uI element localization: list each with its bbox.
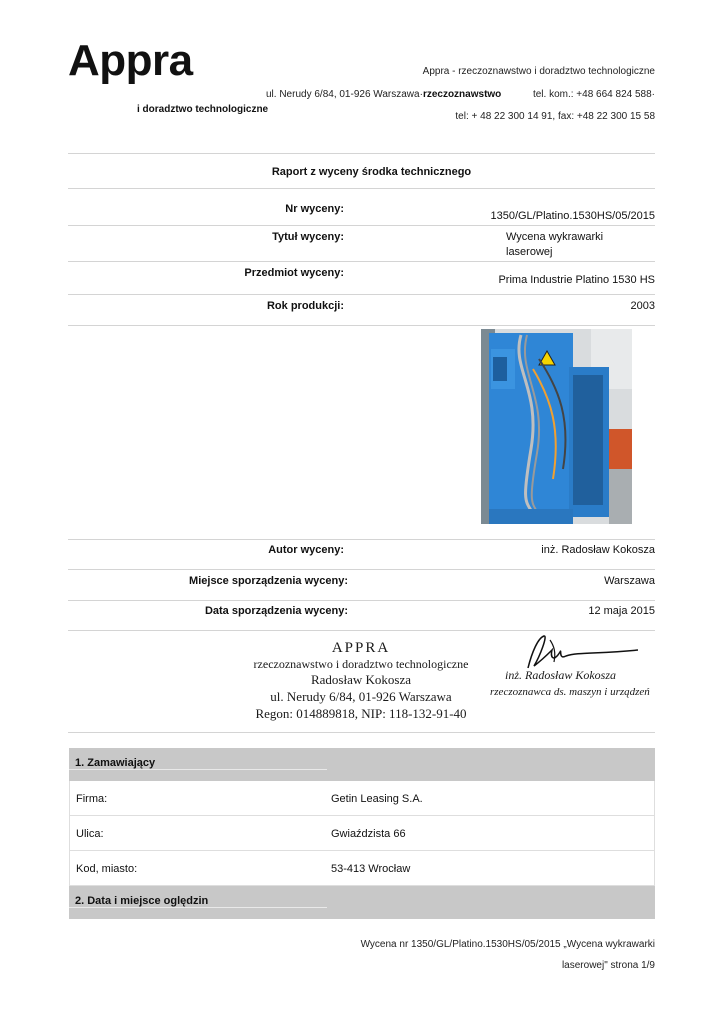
address-bold-tail: rzeczoznawstwo	[422, 89, 502, 100]
nr-label: Nr wyceny:	[285, 203, 344, 215]
divider	[68, 225, 655, 226]
divider	[68, 325, 655, 326]
row-label: Ulica:	[76, 828, 104, 840]
address-text: ul. Nerudy 6/84, 01-926 Warszawa	[266, 89, 420, 100]
row-value: Getin Leasing S.A.	[331, 793, 423, 805]
tytul-value-line1: Wycena wykrawarki	[506, 231, 604, 243]
stamp-line: rzeczoznawstwo i doradztwo technologiczne	[253, 657, 469, 671]
data-value: 12 maja 2015	[588, 605, 655, 617]
machine-photo-illustration	[481, 329, 632, 524]
divider	[68, 294, 655, 295]
row-value: 53-413 Wrocław	[331, 863, 411, 875]
table-row	[69, 816, 655, 851]
section-header	[69, 748, 655, 781]
divider	[68, 630, 655, 631]
data-label: Data sporządzenia wyceny:	[204, 605, 348, 617]
footer-line: laserowej" strona 1/9	[561, 960, 655, 971]
row-value: Gwiaździsta 66	[331, 828, 406, 840]
nr-value: 1350/GL/Platino.1530HS/05/2015	[490, 210, 655, 222]
divider	[68, 732, 655, 733]
divider	[68, 261, 655, 262]
stamp-line: Radosław Kokosza	[310, 672, 411, 687]
divider	[68, 188, 655, 189]
company-address	[266, 89, 501, 100]
autor-label: Autor wyceny:	[268, 544, 344, 556]
header-underline	[69, 907, 327, 908]
signature-name: inż. Radosław Kokosza	[505, 668, 617, 682]
company-full-name: Appra - rzeczoznawstwo i doradztwo technologiczne	[422, 66, 655, 77]
machine-photo	[481, 329, 632, 524]
section-zamawiajacy	[69, 748, 655, 919]
rok-value: 2003	[630, 300, 655, 312]
company-subtitle: i doradztwo technologiczne	[137, 104, 269, 115]
phone-mobile: tel. kom.: +48 664 824 588·	[532, 89, 655, 100]
header-underline	[69, 769, 327, 770]
divider	[68, 539, 655, 540]
company-logo: Appra	[68, 36, 193, 85]
stamp-line: Regon: 014889818, NIP: 118-132-91-40	[255, 706, 467, 721]
miejsce-label: Miejsce sporządzenia wyceny:	[189, 575, 348, 587]
divider	[68, 600, 655, 601]
stamp-line: ul. Nerudy 6/84, 01-926 Warszawa	[270, 689, 452, 704]
tytul-value-line2: laserowej	[506, 246, 553, 258]
signature-role: rzeczoznawca ds. maszyn i urządzeń	[490, 686, 650, 698]
rok-label: Rok produkcji:	[266, 300, 344, 312]
report-title: Raport z wyceny środka technicznego	[271, 166, 472, 178]
section-title: 2. Data i miejsce oględzin	[75, 895, 209, 907]
divider	[68, 569, 655, 570]
tytul-value	[506, 230, 603, 260]
company-stamp	[250, 640, 472, 722]
stamp-line: APPRA	[331, 640, 391, 656]
autor-value: inż. Radosław Kokosza	[541, 544, 655, 556]
przedmiot-label: Przedmiot wyceny:	[244, 267, 344, 279]
bullet-dot: ·	[419, 89, 423, 100]
section-title: 1. Zamawiający	[75, 757, 156, 769]
section-header	[69, 886, 655, 919]
tytul-label: Tytuł wyceny:	[272, 231, 344, 243]
row-label: Firma:	[76, 793, 108, 805]
przedmiot-value: Prima Industrie Platino 1530 HS	[498, 274, 655, 286]
miejsce-value: Warszawa	[604, 575, 655, 587]
page-footer	[335, 934, 655, 976]
phone-fax: tel: + 48 22 300 14 91, fax: +48 22 300 15 58	[455, 111, 655, 122]
signature-scribble	[488, 632, 638, 672]
divider	[68, 153, 655, 154]
row-label: Kod, miasto:	[76, 863, 138, 875]
footer-line: Wycena nr 1350/GL/Platino.1530HS/05/2015 „Wycena wykrawarki	[360, 939, 655, 950]
table-row	[69, 851, 655, 886]
table-row	[69, 781, 655, 816]
